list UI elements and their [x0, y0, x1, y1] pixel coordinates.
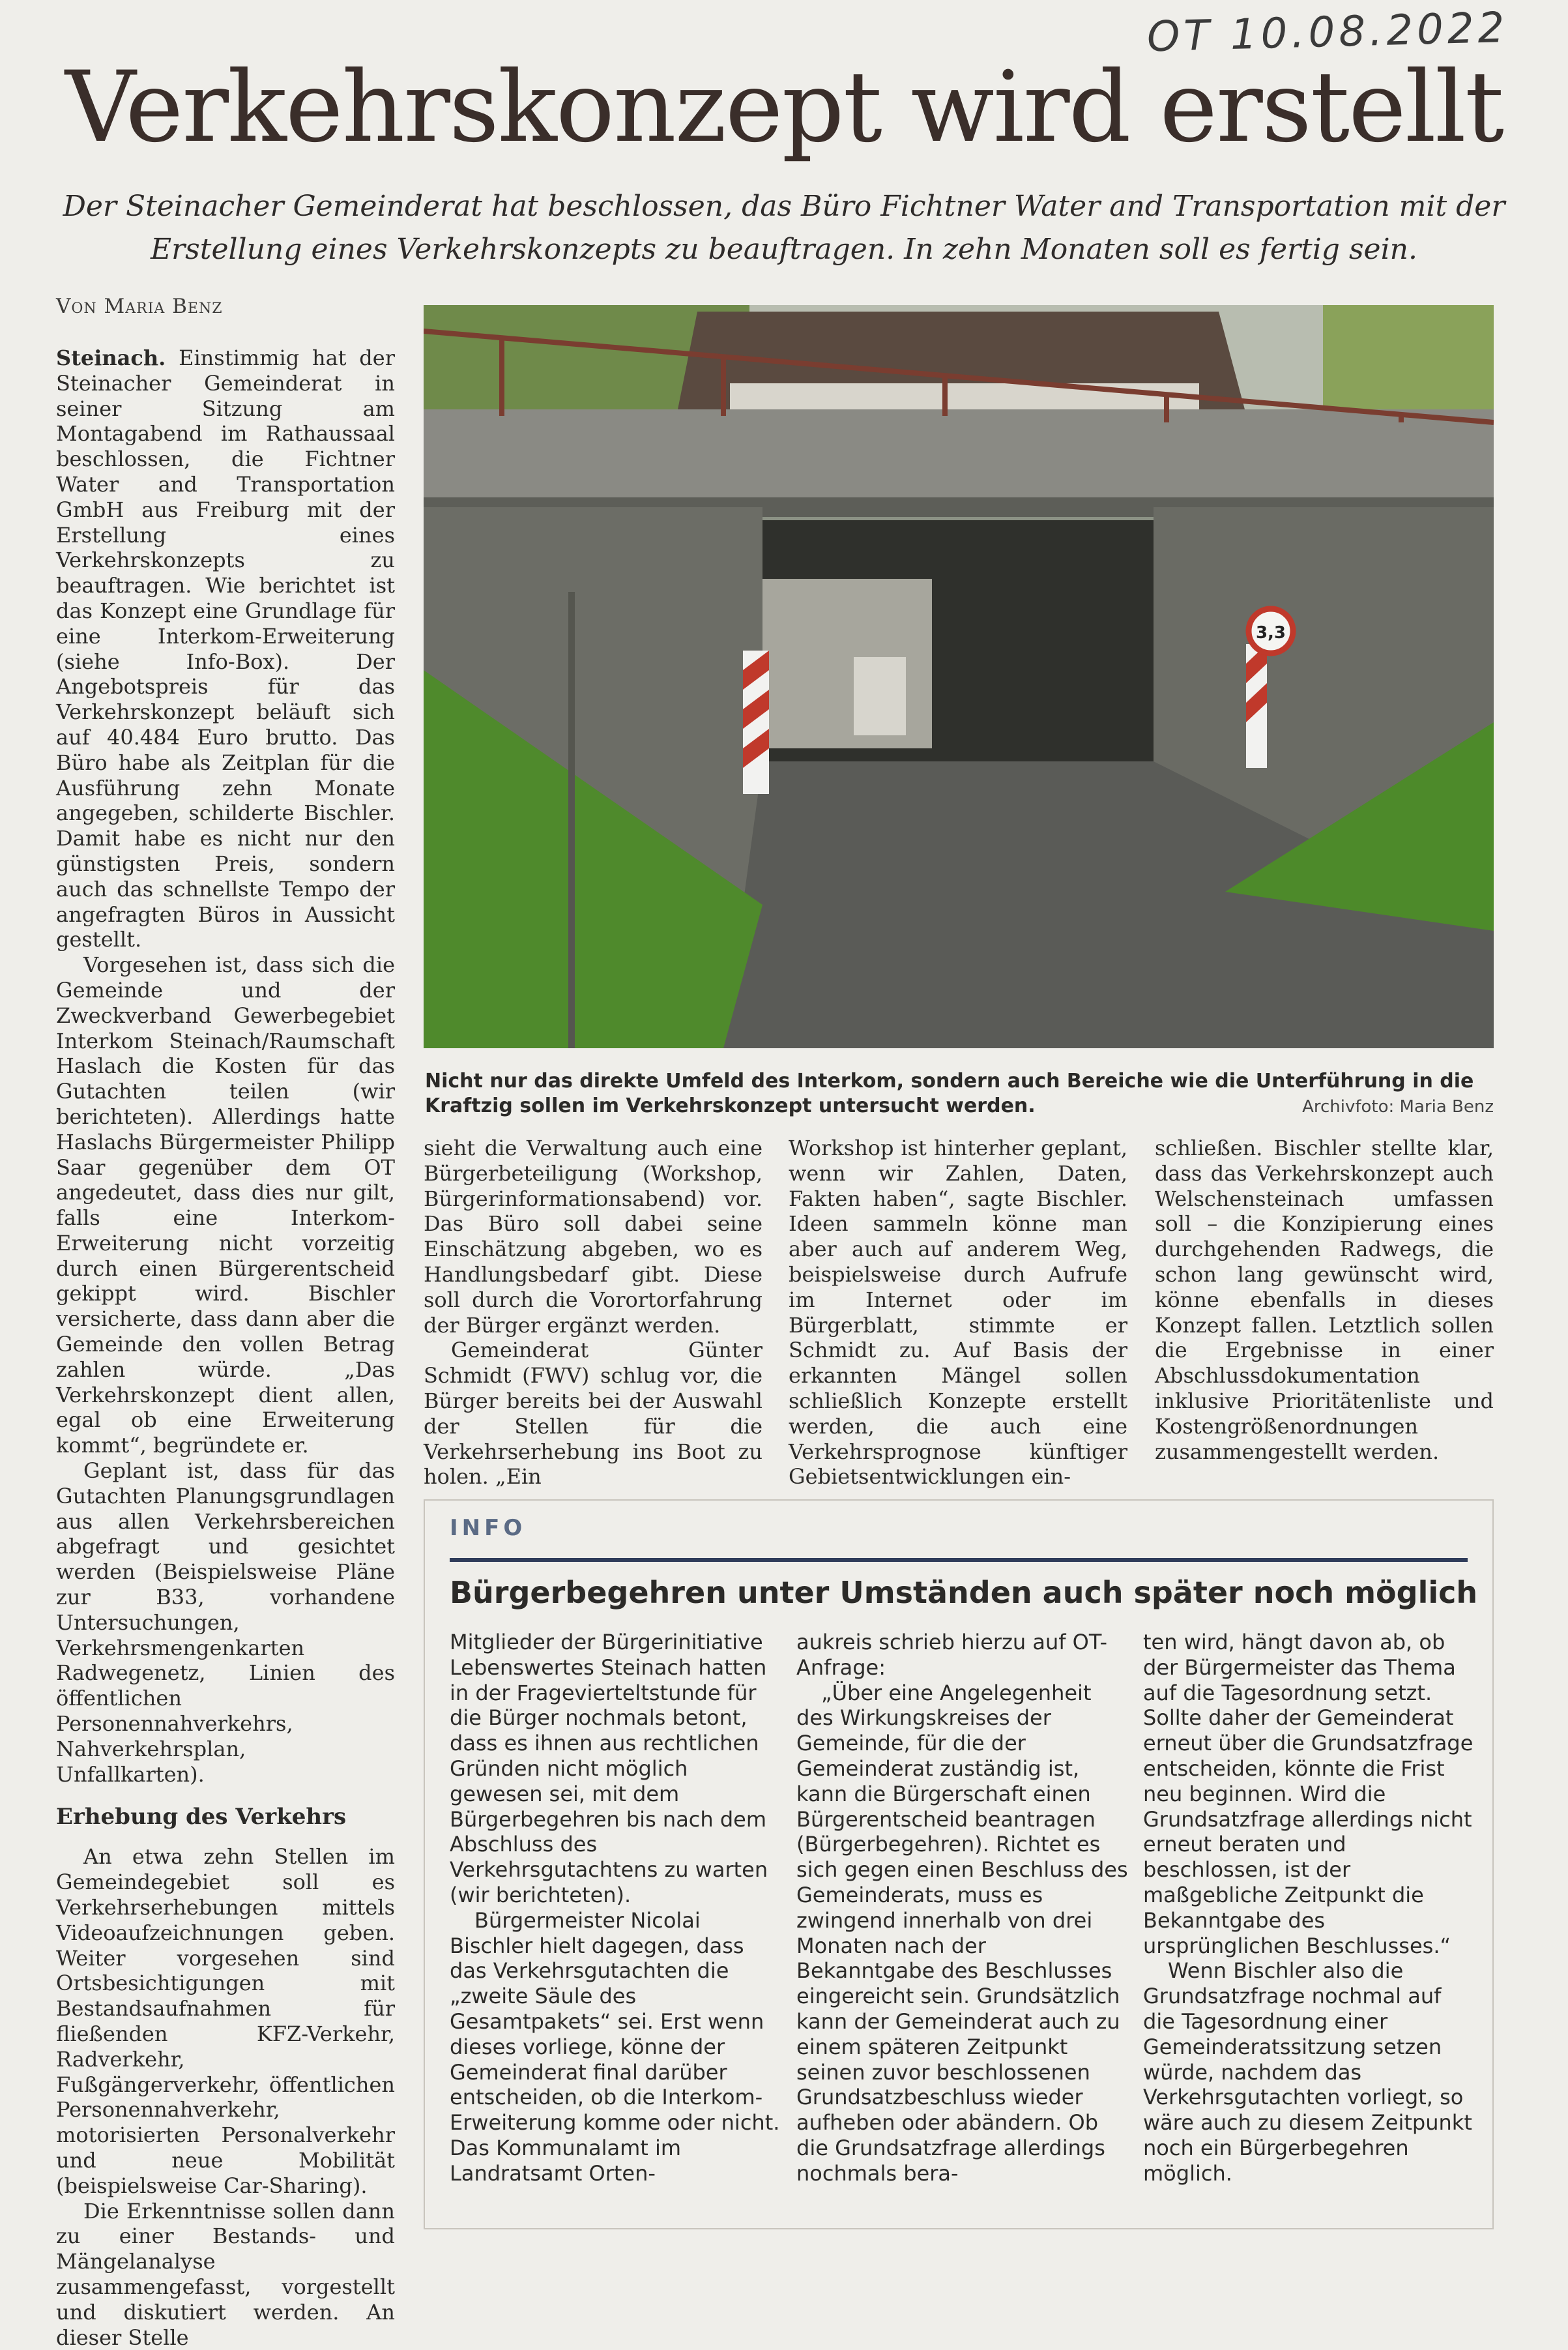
info-label: INFO	[450, 1515, 527, 1541]
underpass-photo	[424, 305, 1494, 1048]
byline: Von Maria Benz	[56, 295, 223, 318]
headline: Verkehrskonzept wird erstellt	[65, 51, 1503, 164]
article-paragraph-6: Gemeinderat Günter Schmidt (FWV) schlug vor, die Bürger bereits bei der Auswahl der Stellen für die Verkehrserhebung ins Boot zu holen. „Ein	[424, 1338, 762, 1490]
photo-credit: Archivfoto: Maria Benz	[1302, 1097, 1494, 1117]
teaser-line-1: Der Steinacher Gemeinderat hat beschlossen, das Büro Fichtner Water and Transportation mit der	[63, 190, 1505, 223]
info-paragraph: Mitglieder der Bürgerinitiative Lebenswertes Steinach hatten in der Fragevierteltstunde für die Bürger nochmals betont, dass es ihnen aus rechtlichen Gründen nicht möglich gewesen sei, mit dem Bürgerbegehren bis nach dem Abschluss des Verkehrsgutachtens zu warten (wir berichteten).	[450, 1630, 768, 1907]
article-paragraph-6-end: schließen. Bischler stellte klar, dass das Verkehrskonzept auch Welschensteinach umfassen soll – die Konzipierung eines durchgehenden Radwegs, die schon lang gewünscht wird, könne ebenfalls in dieses Konzept fallen. Letztlich sollen die Ergebnisse in einer Abschlussdokumentation inklusive Prioritätenliste und Kostengrößenordnungen zusammengestellt werden.	[1155, 1136, 1494, 1464]
info-paragraph: aukreis schrieb hierzu auf OT-Anfrage:	[796, 1630, 1107, 1680]
teaser-line-2: Erstellung eines Verkehrskonzepts zu beauftragen. In zehn Monaten soll es fertig sein.	[151, 233, 1417, 266]
article-text: Einstimmig hat der Steinacher Gemeinderat in seiner Sitzung am Montagabend im Rathaussaal beschlossen, die Fichtner Water and Transportation GmbH aus Freiburg mit der Erstellung eines Verkehrskonzepts zu beauftragen. Wie berichtet ist das Konzept eine Grundlage für eine Interkom-Erweiterung (siehe Info-Box). Der Angebotspreis für das Verkehrskonzept beläuft sich auf 40.484 Euro brutto. Das Büro habe als Zeitplan für die Ausführung zehn Monate angegeben, schilderte Bischler. Damit habe es nicht nur den günstigsten Preis, sondern auch das schnellste Tempo der angefragten Büros in Aussicht gestellt.	[56, 345, 396, 952]
article-paragraph-5: Die Erkenntnisse sollen dann zu einer Bestands- und Mängelanalyse zusammengefasst, vorgestellt und diskutiert werden. An dieser Stelle	[56, 2198, 395, 2350]
article-column-2	[424, 1136, 762, 1490]
info-column-3	[1143, 1630, 1475, 2186]
article-paragraph-2: Vorgesehen ist, dass sich die Gemeinde und der Zweckverband Gewerbegebiet Interkom Steinach/Raumschaft Haslach die Kosten für das Gutachten teilen (wir berichteten). Allerdings hatte Haslachs Bürgermeister Philipp Saar gegenüber dem OT angedeutet, dass dies nur gilt, falls eine Interkom-Erweiterung nicht vorzeitig durch einen Bürgerentscheid gekippt wird. Bischler versicherte, dass dann aber die Gemeinde den vollen Betrag zahlen würde. „Das Verkehrskonzept dient allen, egal ob eine Erweiterung kommt“, begründete er.	[56, 952, 395, 1458]
dateline: Steinach.	[56, 345, 166, 370]
article-column-3	[789, 1136, 1127, 1490]
article-paragraph-4: An etwa zehn Stellen im Gemeindegebiet soll es Verkehrserhebungen mittels Videoaufzeichnungen geben. Weiter vorgesehen sind Ortsbesichtigungen mit Bestandsaufnahmen für fließenden KFZ-Verkehr, Radverkehr, Fußgängerverkehr, öffentlichen Personennahverkehr, motorisierten Personalverkehr und neue Mobilität (beispielsweise Car-Sharing).	[56, 1844, 395, 2198]
info-paragraph: Wenn Bischler also die Grundsatzfrage nochmal auf die Tagesordnung einer Gemeinderatssitzung setzen würde, nachdem das Verkehrsgutachten vorliegt, so wäre auch zu diesem Zeitpunkt noch ein Bürgerbegehren möglich.	[1143, 1958, 1472, 2186]
article-paragraph-5-cont: sieht die Verwaltung auch eine Bürgerbeteiligung (Workshop, Bürgerinformationsabend) vor. Das Büro soll dabei seine Einschätzung abgeben, wo es Handlungsbedarf gibt. Diese soll durch die Vorortorfahrung der Bürger ergänzt werden.	[424, 1136, 762, 1338]
height-limit-sign: 3,3	[1255, 623, 1286, 643]
article-column-1	[56, 345, 395, 2350]
article-subheading: Erhebung des Verkehrs	[56, 1804, 347, 1830]
article-paragraph-3: Geplant ist, dass für das Gutachten Planungsgrundlagen aus allen Verkehrsbereichen abgefragt und gesichtet werden (Beispielsweise Pläne zur B33, vorhandene Untersuchungen, Verkehrsmengenkarten Radwegenetz, Linien des öffentlichen Personennahverkehrs, Nahverkehrsplan, Unfallkarten).	[56, 1458, 395, 1787]
article-paragraph-6-cont: Workshop ist hinterher geplant, wenn wir Zahlen, Daten, Fakten haben“, sagte Bischler. Ideen sammeln könne man aber auch auf anderem Weg, beispielsweise durch Aufrufe im Internet oder im Bürgerblatt, stimmte er Schmidt zu. Auf Basis der erkannten Mängel sollen schließlich Konzepte erstellt werden, die auch eine Verkehrsprognose künftiger Gebietsentwicklungen ein-	[789, 1136, 1127, 1490]
info-divider	[450, 1558, 1468, 1562]
article-column-4	[1155, 1136, 1494, 1464]
info-paragraph: Bürgermeister Nicolai Bischler hielt dagegen, dass das Verkehrsgutachten die „zweite Säule des Gesamtpakets“ sei. Erst wenn dieses vorliege, könne der Gemeinderat final darüber entscheiden, ob die Interkom-Erweiterung komme oder nicht. Das Kommunalamt im Landratsamt Orten-	[450, 1907, 780, 2186]
info-column-2	[796, 1630, 1129, 2186]
info-column-1	[450, 1630, 782, 2186]
photo-caption: Nicht nur das direkte Umfeld des Interkom, sondern auch Bereiche wie die Unterführung in die Kraftzig sollen im Verkehrskonzept untersucht werden.	[425, 1070, 1474, 1117]
underpass-photo-illustration	[424, 305, 1494, 1048]
article-paragraph-1	[56, 345, 395, 952]
teaser	[52, 185, 1516, 271]
info-paragraph: ten wird, hängt davon ab, ob der Bürgermeister das Thema auf die Tagesordnung setzt. Sollte daher der Gemeinderat erneut über die Grundsatzfrage entscheiden, könnte die Frist neu beginnen. Wird die Grundsatzfrage allerdings nicht erneut beraten und beschlossen, ist der maßgebliche Zeitpunkt die Bekanntgabe des ursprünglichen Beschlusses.“	[1143, 1630, 1474, 1958]
info-title: Bürgerbegehren unter Umständen auch später noch möglich	[450, 1575, 1478, 1610]
handwritten-date-note: OT 10.08.2022	[1146, 3, 1509, 62]
info-paragraph: „Über eine Angelegenheit des Wirkungskreises der Gemeinde, für die der Gemeinderat zuständig ist, kann die Bürgerschaft einen Bürgerentscheid beantragen (Bürgerbegehren). Richtet es sich gegen einen Beschluss des Gemeinderats, muss es zwingend innerhalb von drei Monaten nach der Bekanntgabe des Beschlusses eingereicht sein. Grundsätzlich kann der Gemeinderat auch zu einem späteren Zeitpunkt seinen zuvor beschlossenen Grundsatzbeschluss wieder aufheben oder abändern. Ob die Grundsatzfrage allerdings nochmals bera-	[796, 1680, 1128, 2186]
